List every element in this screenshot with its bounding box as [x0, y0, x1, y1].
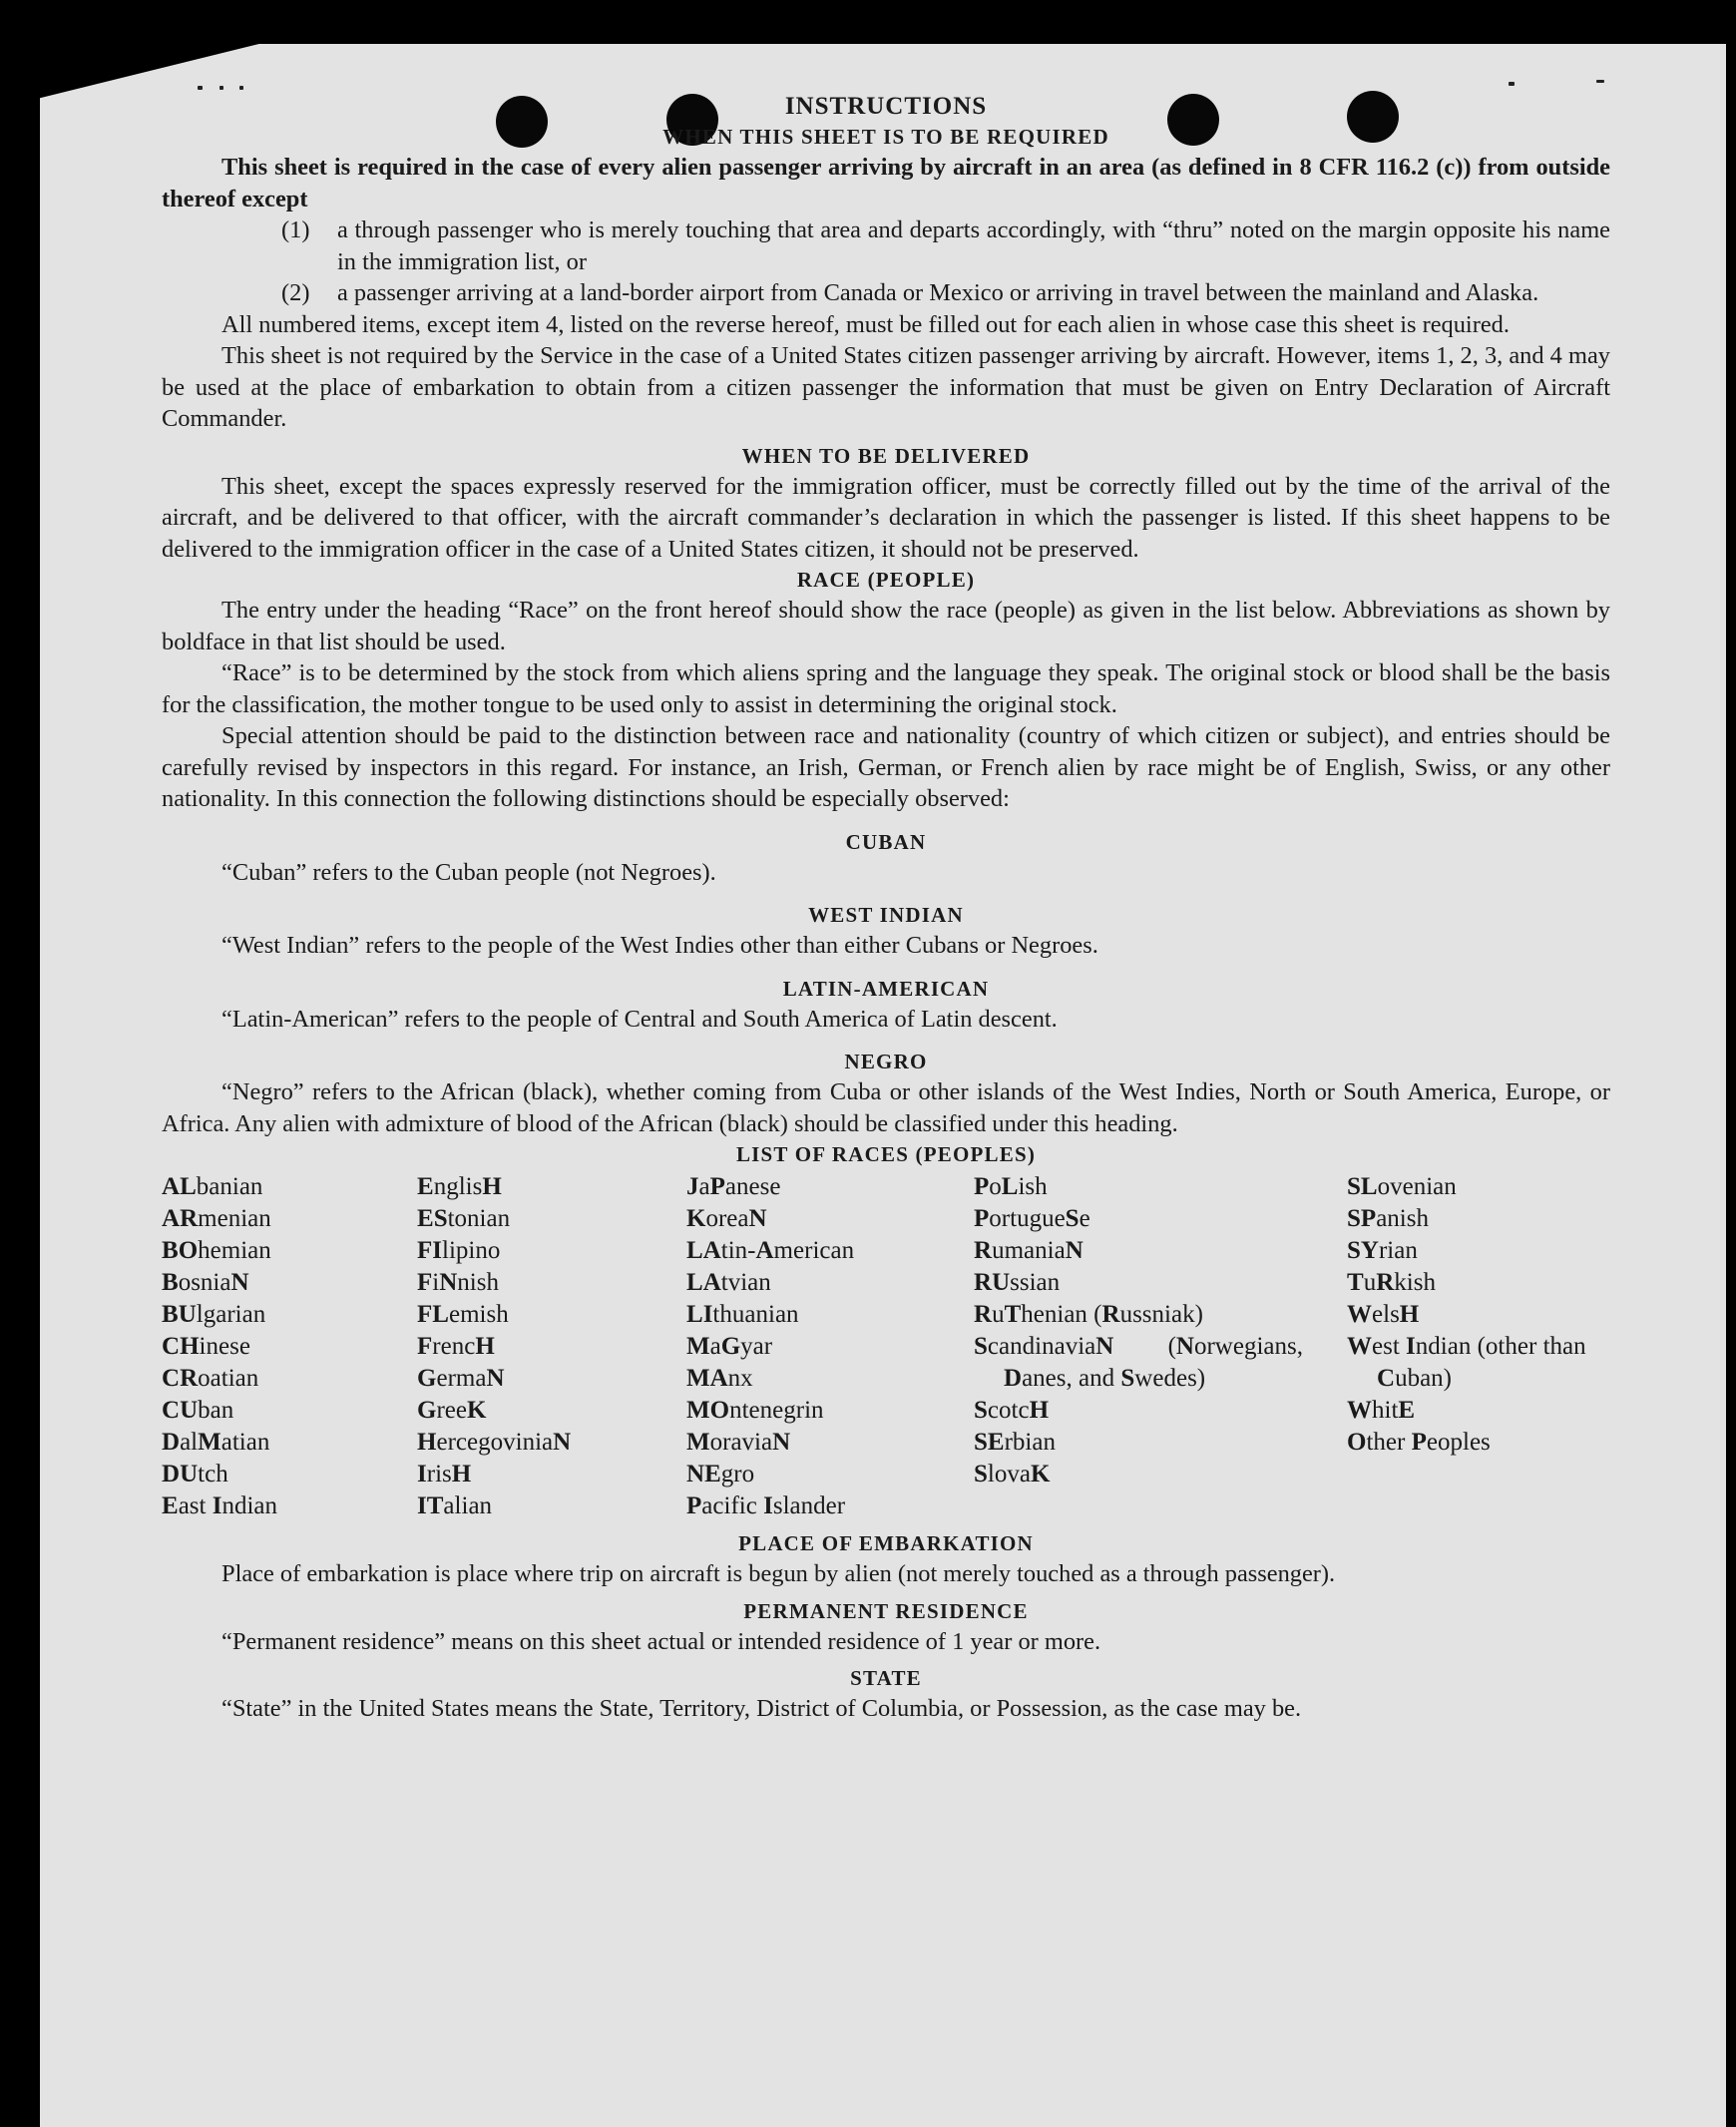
race-entry: ARmenian — [162, 1205, 271, 1232]
race-entry: IrisH — [417, 1461, 472, 1488]
numbered-items-paragraph: All numbered items, except item 4, listed on the reverse hereof, must be filled out for each alien in whose case this sheet is required. — [221, 310, 1510, 338]
dust-speck — [239, 86, 243, 90]
dust-speck — [1596, 80, 1604, 83]
race-entry: DUtch — [162, 1461, 228, 1488]
citizen-paragraph: This sheet is not required by the Service in the case of a United States citizen passenger arriving by aircraft. However, items 1, 2, 3, and 4 may be used at the place of embarkation to obtain from a citizen passenger the information that must be given on Entry Declaration of Aircraft Commander. — [162, 342, 1610, 432]
race-paragraph: The entry under the heading “Race” on the front hereof should show the race (people) as given in the list below. Abbreviations as shown by boldface in that list should be used. — [162, 597, 1610, 655]
race-entry: ITalian — [417, 1492, 493, 1519]
race-entry: NEgro — [686, 1461, 755, 1488]
race-entry: MaGyar — [686, 1333, 773, 1360]
race-entry: FiNnish — [417, 1269, 499, 1296]
instructions-content — [162, 92, 1610, 1725]
race-entry: RumaniaN — [974, 1237, 1084, 1264]
page-title: INSTRUCTIONS — [784, 93, 988, 120]
race-entry: Other Peoples — [1347, 1429, 1491, 1456]
race-entry: West Indian (other than Cuban) — [1347, 1333, 1586, 1392]
intro-paragraph: This sheet is required in the case of every alien passenger arriving by aircraft in an area (as defined in 8 CFR 116.2 (c)) from outside thereof except — [162, 154, 1610, 213]
race-list — [162, 1171, 1610, 1522]
race-entry: East Indian — [162, 1492, 278, 1519]
race-list-column — [417, 1171, 686, 1522]
race-entry: GreeK — [417, 1397, 487, 1424]
exception-item — [281, 214, 1610, 277]
race-paragraph: “Race” is to be determined by the stock from which aliens spring and the language they speak. The original stock or blood shall be the basis for the classification, the mother tongue to be used only to assist in determining the original stock. — [162, 659, 1610, 718]
race-entry: SPanish — [1347, 1205, 1429, 1232]
race-list-column — [1347, 1171, 1608, 1522]
negro-heading: NEGRO — [844, 1050, 928, 1073]
race-entry: BUlgarian — [162, 1301, 266, 1328]
race-entry: MoraviaN — [686, 1429, 791, 1456]
race-entry: CHinese — [162, 1333, 250, 1360]
latin-american-heading: LATIN-AMERICAN — [782, 976, 990, 1001]
dust-speck — [219, 86, 223, 90]
race-paragraph: Special attention should be paid to the distinction between race and nationality (country of which citizen or subject), and entries should be carefully revised by inspectors in this regard. For instance, an Irish, German, or French alien by race might be of English, Swiss, or any other nationality. In this connection the following distinctions should be especially observed: — [162, 722, 1610, 812]
race-entry: WelsH — [1347, 1301, 1420, 1328]
exception-number: (2) — [281, 279, 310, 306]
race-entry: GermaN — [417, 1365, 505, 1392]
state-definition: “State” in the United States means the State, Territory, District of Columbia, or Possession, as the case may be. — [221, 1695, 1302, 1722]
exception-text: a through passenger who is merely touching that area and departs accordingly, with “thru” noted on the margin opposite his name in the immigration list, or — [337, 216, 1610, 275]
west-indian-definition: “West Indian” refers to the people of the West Indies other than either Cubans or Negroes. — [221, 932, 1098, 959]
race-entry: SlovaK — [974, 1461, 1051, 1488]
race-entry: SYrian — [1347, 1237, 1418, 1264]
race-entry: RuThenian (Russniak) — [974, 1301, 1203, 1328]
delivered-paragraph: This sheet, except the spaces expressly reserved for the immigration officer, must be correctly filled out by the time of the arrival of the aircraft, and be delivered to that officer, with the aircraft commander’s declaration in which the passenger is listed. If this sheet happens to be delivered to the immigration officer in the case of a United States citizen, it should not be preserved. — [162, 472, 1610, 563]
residence-definition: “Permanent residence” means on this sheet actual or intended residence of 1 year or more. — [221, 1627, 1101, 1655]
race-entry: LAtvian — [686, 1269, 771, 1296]
exception-item — [281, 277, 1610, 309]
dust-speck — [198, 86, 203, 90]
race-list-heading: LIST OF RACES (PEOPLES) — [735, 1142, 1037, 1166]
race-entry: ALbanian — [162, 1173, 263, 1200]
exception-text: a passenger arriving at a land-border airport from Canada or Mexico or arriving in travel between the mainland and Alaska. — [337, 279, 1539, 306]
dust-speck — [1509, 82, 1515, 86]
embarkation-definition: Place of embarkation is place where trip on aircraft is begun by alien (not merely touched as a through passenger). — [221, 1560, 1336, 1587]
race-entry: KoreaN — [686, 1205, 767, 1232]
race-entry: LIthuanian — [686, 1301, 799, 1328]
race-entry: CUban — [162, 1397, 234, 1424]
race-entry: BosniaN — [162, 1269, 249, 1296]
embarkation-heading: PLACE OF EMBARKATION — [738, 1531, 1034, 1555]
race-entry: Pacific Islander — [686, 1492, 846, 1519]
race-entry: MOntenegrin — [686, 1397, 824, 1424]
latin-american-definition: “Latin-American” refers to the people of Central and South America of Latin descent. — [221, 1005, 1058, 1033]
race-list-column — [974, 1171, 1347, 1522]
race-entry: SErbian — [974, 1429, 1056, 1456]
exception-number: (1) — [281, 216, 310, 243]
cuban-definition: “Cuban” refers to the Cuban people (not Negroes). — [221, 858, 716, 886]
residence-heading: PERMANENT RESIDENCE — [743, 1598, 1029, 1623]
race-entry: ScotcH — [974, 1397, 1050, 1424]
race-heading: RACE (PEOPLE) — [796, 568, 976, 592]
race-entry: LAtin-American — [686, 1237, 855, 1264]
state-heading: STATE — [850, 1666, 922, 1690]
race-list-column — [686, 1171, 974, 1522]
race-entry: FrencH — [417, 1333, 495, 1360]
race-entry: JaPanese — [686, 1173, 781, 1200]
race-entry: SLovenian — [1347, 1173, 1457, 1200]
race-entry: CRoatian — [162, 1365, 259, 1392]
race-list-column — [162, 1171, 417, 1522]
race-entry: FIlipino — [417, 1237, 501, 1264]
race-entry: EnglisH — [417, 1173, 502, 1200]
delivered-heading: WHEN TO BE DELIVERED — [741, 443, 1031, 468]
required-heading: WHEN THIS SHEET IS TO BE REQUIRED — [662, 125, 1109, 149]
race-entry: PortugueSe — [974, 1205, 1090, 1232]
race-entry: DalMatian — [162, 1429, 270, 1456]
race-entry: EStonian — [417, 1205, 511, 1232]
race-entry: WhitE — [1347, 1397, 1416, 1424]
race-entry: ScandinaviaN (Norwegians, Danes, and Swedes) — [974, 1333, 1303, 1392]
race-entry: BOhemian — [162, 1237, 271, 1264]
west-indian-heading: WEST INDIAN — [808, 903, 964, 927]
race-entry: FLemish — [417, 1301, 509, 1328]
negro-definition: “Negro” refers to the African (black), whether coming from Cuba or other islands of the West Indies, North or South America, Europe, or Africa. Any alien with admixture of blood of the African (black) should be classified under this heading. — [162, 1078, 1610, 1137]
race-entry: RUssian — [974, 1269, 1061, 1296]
race-entry: HercegoviniaN — [417, 1429, 572, 1456]
race-entry: MAnx — [686, 1365, 753, 1392]
race-entry: PoLish — [974, 1173, 1048, 1200]
cuban-heading: CUBAN — [845, 829, 927, 854]
race-entry: TuRkish — [1347, 1269, 1436, 1296]
